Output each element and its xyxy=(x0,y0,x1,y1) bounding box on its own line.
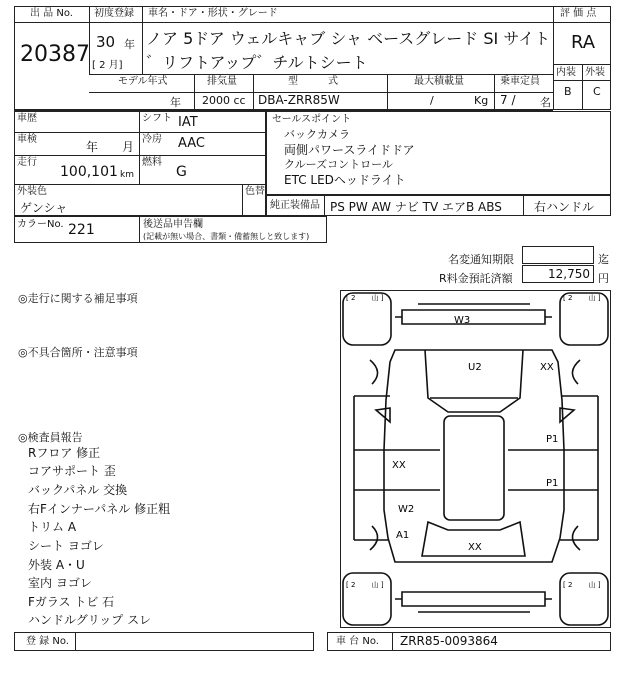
sales-point-item: ETC LEDヘッドライト xyxy=(284,173,406,187)
reg-month: [ 2 月] xyxy=(92,60,123,71)
chassis-label: 車 台 No. xyxy=(336,636,379,647)
inspector-item: シート ヨゴレ xyxy=(28,539,104,553)
displacement-label: 排気量 xyxy=(207,76,237,87)
inspector-item: 室内 ヨゴレ xyxy=(28,576,92,590)
mark-p1-lower: P1 xyxy=(546,478,559,489)
model-code: DBA-ZRR85W xyxy=(258,93,340,107)
color-label: 外装色 xyxy=(17,186,47,197)
sales-point-item: バックカメラ xyxy=(284,128,350,141)
shift-label: シフト xyxy=(142,113,172,124)
tire-label-fl: [ 2 山 ] xyxy=(346,294,384,302)
max-load-unit: Kg xyxy=(474,94,489,107)
interior-label: 内装 xyxy=(556,67,576,78)
ac-label: 冷房 xyxy=(142,134,162,145)
steering-value: 右ハンドル xyxy=(534,200,595,214)
max-load: / xyxy=(430,94,434,107)
defects-heading: ◎不具合箇所・注意事項 xyxy=(18,346,138,359)
inspector-item: Fガラス トビ 石 xyxy=(28,595,115,609)
recall-unit: 迄 xyxy=(598,253,609,266)
docs-note: (記載が無い場合、書類・備蓄無しと致します) xyxy=(143,232,310,241)
model-year-unit: 年 xyxy=(170,96,181,109)
eval-score: RA xyxy=(571,32,596,53)
car-name-label: 車名・ドア・形状・グレード xyxy=(148,8,278,19)
capacity: 7 / xyxy=(500,93,516,107)
car-name-line1: ノア 5ドア ウェルキャブ シャ ベースグレード SI サイト xyxy=(146,29,551,48)
inspection-label: 車検 xyxy=(17,134,37,145)
color-change-label: 色替 xyxy=(245,186,265,197)
interior-grade: B xyxy=(564,85,572,98)
eval-label: 評 価 点 xyxy=(560,8,597,19)
recycle-unit: 円 xyxy=(598,272,609,285)
mark-a1: A1 xyxy=(396,530,410,541)
sales-point-item: 両側パワースライドドア xyxy=(284,143,415,157)
inspection-month: 月 xyxy=(122,140,135,154)
inspection-year: 年 xyxy=(86,140,99,154)
exterior-label: 外装 xyxy=(585,67,605,78)
chassis-number: ZRR85-0093864 xyxy=(400,634,498,648)
tire-label-rl: [ 2 山 ] xyxy=(346,581,384,589)
ac-value: AAC xyxy=(178,136,205,151)
inspector-item: トリム A xyxy=(28,520,77,534)
shift-value: IAT xyxy=(178,115,198,130)
driving-notes-heading: ◎走行に関する補足事項 xyxy=(18,292,138,305)
sales-point-item: クルーズコントロール xyxy=(284,158,393,171)
history-label: 車歴 xyxy=(17,113,37,124)
max-load-label: 最大積載量 xyxy=(414,76,464,87)
lot-number: 20387 xyxy=(20,42,90,67)
color-value: ゲンシャ xyxy=(20,201,68,215)
inspector-item: バックパネル 交換 xyxy=(28,483,128,497)
mileage-value: 100,101 xyxy=(60,164,118,180)
inspector-item: Rフロア 修正 xyxy=(28,446,101,460)
mark-xx-bottom: XX xyxy=(468,542,482,553)
first-reg-label: 初度登録 xyxy=(94,8,134,19)
fuel-label: 燃料 xyxy=(142,157,162,168)
recall-label: 名変通知期限 xyxy=(448,253,514,266)
model-year-label: モデル年式 xyxy=(118,76,168,87)
registration-label: 登 録 No. xyxy=(26,636,69,647)
lot-label: 出 品 No. xyxy=(30,8,73,19)
fuel-value: G xyxy=(176,164,187,180)
docs-label: 後送品申告欄 xyxy=(143,219,203,230)
model-code-label: 型 式 xyxy=(288,76,338,87)
displacement: 2000 cc xyxy=(202,94,246,107)
mark-p1-upper: P1 xyxy=(546,434,559,445)
mark-w3: W3 xyxy=(454,315,471,326)
mark-xx-top-right: XX xyxy=(540,362,554,373)
inspector-item: ハンドルグリップ スレ xyxy=(28,613,152,627)
capacity-unit: 名 xyxy=(540,96,551,109)
color-no-label: カラーNo. xyxy=(17,219,64,230)
reg-year-unit: 年 xyxy=(124,38,135,51)
mileage-unit: km xyxy=(120,170,134,180)
mark-w2: W2 xyxy=(398,504,415,515)
recall-field xyxy=(522,246,594,264)
equipment-label: 純正装備品 xyxy=(270,200,320,211)
tire-label-rr: [ 2 山 ] xyxy=(563,581,601,589)
recycle-label: R料金預託済額 xyxy=(439,272,513,285)
color-no-value: 221 xyxy=(68,222,95,238)
equipment-value: PS PW AW ナビ TV エアB ABS xyxy=(330,200,502,214)
capacity-label: 乗車定員 xyxy=(500,76,540,87)
mark-xx-left: XX xyxy=(392,460,406,471)
car-name-line2: ゛リフトアップ゛チルトシート xyxy=(146,53,368,72)
recycle-amount: 12,750 xyxy=(548,267,590,281)
tire-label-fr: [ 2 山 ] xyxy=(563,294,601,302)
inspector-item: 右Fインナーパネル 修正粗 xyxy=(28,502,171,516)
mileage-label: 走行 xyxy=(17,157,37,168)
sales-points-label: セールスポイント xyxy=(272,114,352,125)
car-diagram xyxy=(340,290,611,628)
inspector-report-heading: ◎検査員報告 xyxy=(18,431,83,444)
inspector-item: 外装 A・U xyxy=(28,558,85,572)
mark-u2: U2 xyxy=(468,362,482,373)
exterior-grade: C xyxy=(593,85,601,98)
inspector-item: コアサポート 歪 xyxy=(28,464,116,478)
reg-year: 30 xyxy=(96,33,116,51)
